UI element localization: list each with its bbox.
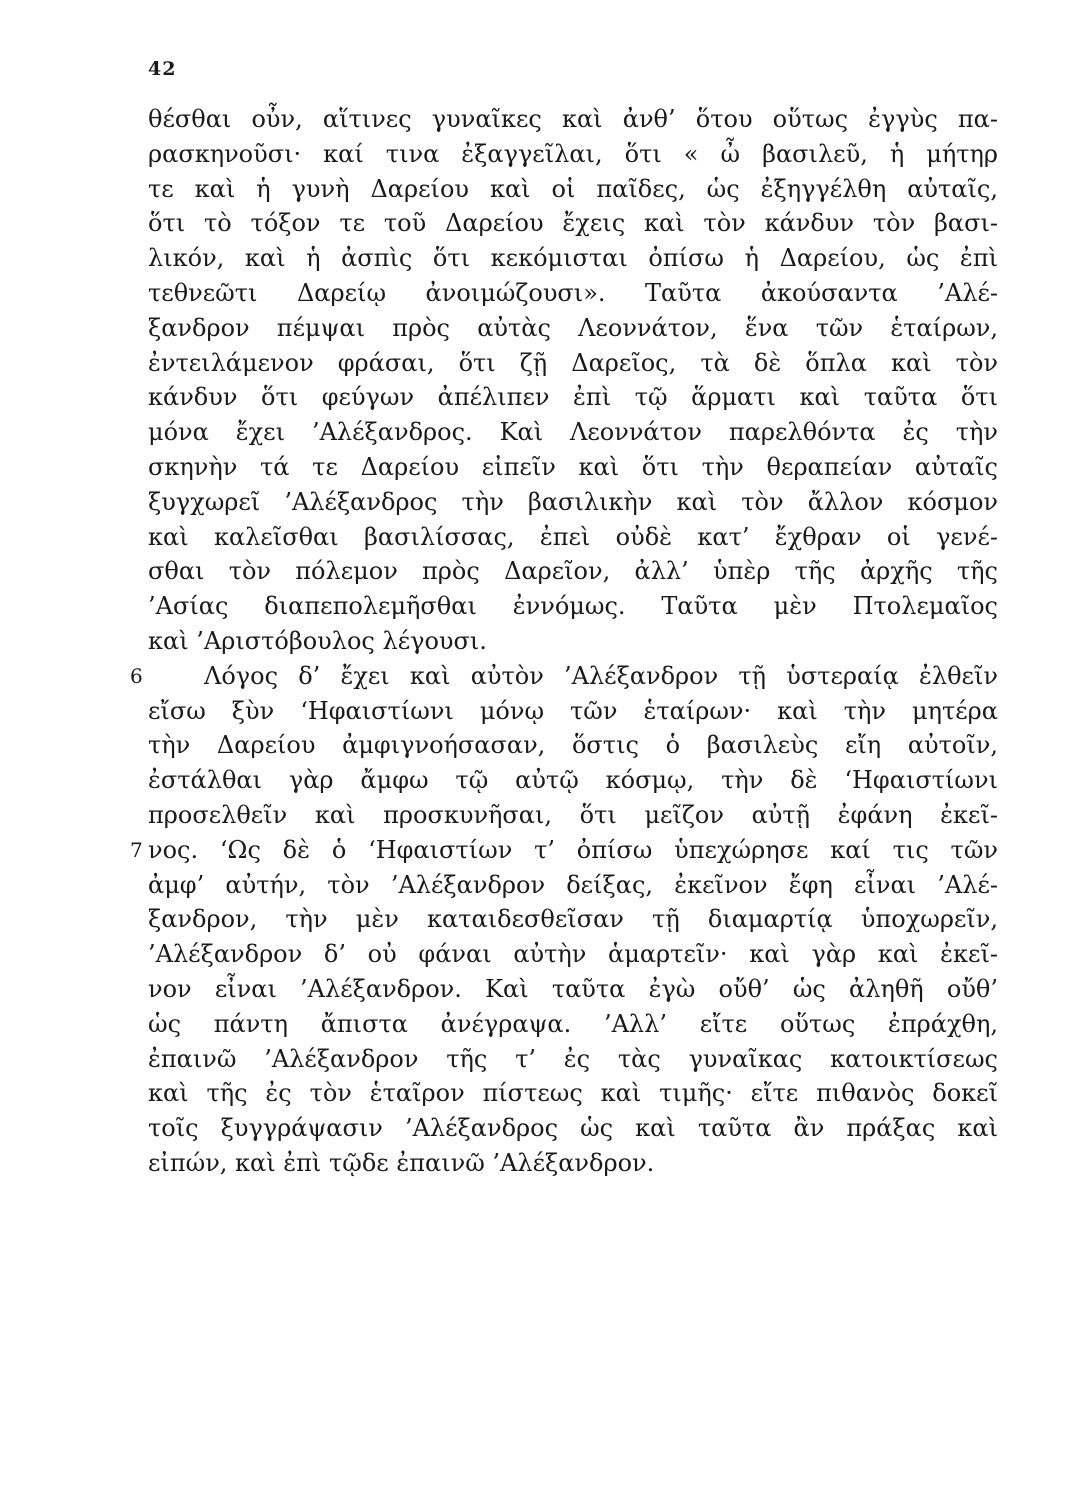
text-line: κάνδυν ὅτι φεύγων ἀπέλιπεν ἐπὶ τῷ ἅρματι καὶ ταῦτα ὅτι <box>148 383 998 412</box>
text-line: θέσθαι οὖν, αἵτινες γυναῖκες καὶ ἀνθ’ ὅτου οὕτως ἐγγὺς πα- <box>148 105 998 133</box>
text-line: μόνα ἔχει ’Αλέξανδρος. Καὶ Λεοννάτον παρελθόντα ἐς τὴν <box>148 418 998 447</box>
text-line: εἴσω ξὺν ‘Ηφαιστίωνι μόνῳ τῶν ἑταίρων· καὶ τὴν μητέρα <box>148 696 998 725</box>
text-line: λικόν, καὶ ἡ ἀσπὶς ὅτι κεκόμισται ὀπίσω ἡ Δαρείου, ὡς ἐπὶ <box>148 244 998 273</box>
text-line: σθαι τὸν πόλεμον πρὸς Δαρεῖον, ἀλλ’ ὑπὲρ τῆς ἀρχῆς τῆς <box>148 557 998 586</box>
body-text <box>130 102 998 1181</box>
text-line: ξυγχωρεῖ ’Αλέξανδρος τὴν βασιλικὴν καὶ τὸν ἄλλον κόσμον <box>148 487 998 516</box>
text-line: ὅτι τὸ τόξον τε τοῦ Δαρείου ἔχεις καὶ τὸν κάνδυν τὸν βασι- <box>148 209 998 238</box>
text-line-section-6 <box>130 659 998 694</box>
text-line-content: Λόγος δ’ ἔχει καὶ αὐτὸν ’Αλέξανδρον τῇ ὑστεραίᾳ ἐλθεῖν <box>204 661 998 690</box>
text-line-section-7 <box>130 833 998 868</box>
section-marker: 7 <box>130 837 143 862</box>
text-line: σκηνὴν τά τε Δαρείου εἰπεῖν καὶ ὅτι τὴν θεραπείαν αὐταῖς <box>148 452 998 481</box>
text-line: τεθνεῶτι Δαρείῳ ἀνοιμώζουσι». Ταῦτα ἀκούσαντα ’Αλέ- <box>148 278 998 307</box>
text-line: ἐστάλθαι γὰρ ἄμφω τῷ αὐτῷ κόσμῳ, τὴν δὲ ‘Ηφαιστίωνι <box>148 766 998 795</box>
text-line: ξανδρον, τὴν μὲν καταιδεσθεῖσαν τῇ διαμαρτίᾳ ὑποχωρεῖν, <box>148 905 998 934</box>
text-line: τὴν Δαρείου ἀμφιγνοήσασαν, ὅστις ὁ βασιλεὺς εἴη αὐτοῖν, <box>148 731 998 760</box>
text-line: τε καὶ ἡ γυνὴ Δαρείου καὶ οἱ παῖδες, ὡς ἐξηγγέλθη αὐταῖς, <box>148 174 998 203</box>
text-line: ἐντειλάμενον φράσαι, ὅτι ζῇ Δαρεῖος, τὰ δὲ ὅπλα καὶ τὸν <box>148 348 998 377</box>
section-marker: 6 <box>130 663 143 688</box>
text-line-content: νος. ‘Ως δὲ ὁ ‘Ηφαιστίων τ’ ὀπίσω ὑπεχώρησε καί τις τῶν <box>148 835 998 864</box>
text-line: ξανδρον πέμψαι πρὸς αὐτὰς Λεοννάτον, ἕνα τῶν ἑταίρων, <box>148 313 998 342</box>
text-line: ’Ασίας διαπεπολεμῆσθαι ἐννόμως. Ταῦτα μὲν Πτολεμαῖος <box>148 592 998 621</box>
text-line: ρασκηνοῦσι· καί τινα ἐξαγγεῖλαι, ὅτι « ὦ βασιλεῦ, ἡ μήτηρ <box>148 139 998 168</box>
text-line: εἰπών, καὶ ἐπὶ τῷδε ἐπαινῶ ’Αλέξανδρον. <box>148 1148 655 1177</box>
text-line: τοῖς ξυγγράψασιν ’Αλέξανδρος ὡς καὶ ταῦτα ἂν πράξας καὶ <box>148 1114 998 1143</box>
text-line: καὶ καλεῖσθαι βασιλίσσας, ἐπεὶ οὐδὲ κατ’ ἔχθραν οἱ γενέ- <box>148 522 998 551</box>
text-line: ἐπαινῶ ’Αλέξανδρον τῆς τ’ ἐς τὰς γυναῖκας κατοικτίσεως <box>148 1044 998 1073</box>
text-line: προσελθεῖν καὶ προσκυνῆσαι, ὅτι μεῖζον αὐτῇ ἐφάνη ἐκεῖ- <box>148 800 998 829</box>
page-number: 42 <box>148 58 177 80</box>
text-line: ἀμφ’ αὐτήν, τὸν ’Αλέξανδρον δείξας, ἐκεῖνον ἔφη εἶναι ’Αλέ- <box>148 870 998 899</box>
text-line: καὶ ’Αριστόβουλος λέγουσι. <box>148 626 487 655</box>
text-line: ὡς πάντη ἄπιστα ἀνέγραψα. ’Αλλ’ εἴτε οὕτως ἐπράχθη, <box>148 1009 998 1038</box>
text-line: ’Αλέξανδρον δ’ οὐ φάναι αὐτὴν ἁμαρτεῖν· καὶ γὰρ καὶ ἐκεῖ- <box>148 940 998 969</box>
text-line: νον εἶναι ’Αλέξανδρον. Καὶ ταῦτα ἐγὼ οὔθ’ ὡς ἀληθῆ οὔθ’ <box>148 974 998 1003</box>
text-line: καὶ τῆς ἐς τὸν ἑταῖρον πίστεως καὶ τιμῆς· εἴτε πιθανὸς δοκεῖ <box>148 1079 998 1108</box>
